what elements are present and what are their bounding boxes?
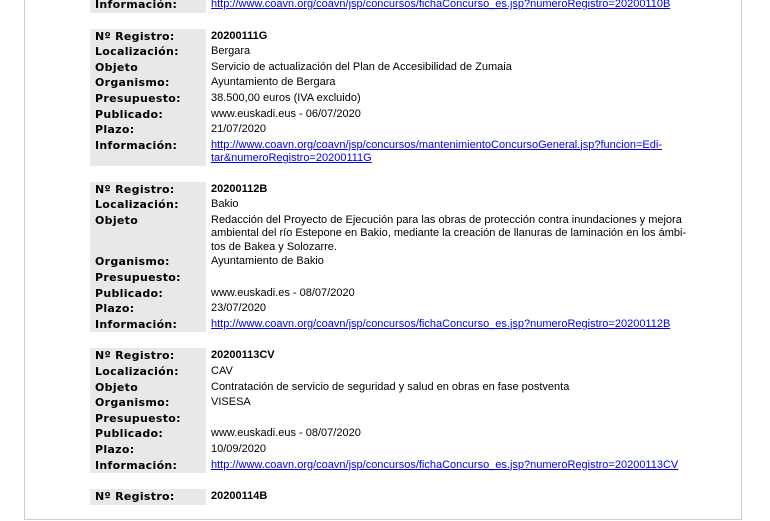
value-registro: 20200111G: [211, 29, 268, 42]
label-objeto: Objeto: [90, 380, 206, 396]
label-publicado: Publicado:: [90, 286, 206, 302]
field-registro: [90, 29, 690, 45]
label-informacion: Información:: [90, 0, 206, 13]
record-20200114B: [90, 489, 690, 505]
field-publicado: [90, 426, 690, 442]
value-objeto: [206, 213, 690, 255]
field-objeto: [90, 213, 690, 255]
field-presupuesto: [90, 270, 690, 286]
label-objeto: Objeto: [90, 60, 206, 76]
tender-listing: [90, 0, 690, 521]
label-localizacion: Localización:: [90, 364, 206, 380]
value-objeto: Servicio de actualización del Plan de Accesibilidad de Zumaia: [211, 60, 512, 73]
info-link[interactable]: http://www.coavn.org/coavn/jsp/concursos/fichaConcurso_es.jsp?numeroRegistro=20200113CV: [211, 458, 679, 471]
objeto-line1: Redacción del Proyecto de Ejecución para las obras de protección contra inundaciones y mejora: [211, 213, 682, 226]
field-plazo: [90, 122, 690, 138]
value-informacion: [206, 458, 690, 474]
label-localizacion: Localización:: [90, 197, 206, 213]
record-20200111G: [90, 29, 690, 166]
value-organismo: VISESA: [211, 396, 251, 409]
field-publicado: [90, 286, 690, 302]
value-publicado: www.euskadi.eus - 06/07/2020: [211, 107, 361, 120]
label-presupuesto: Presupuesto:: [90, 270, 206, 286]
field-presupuesto: [90, 91, 690, 107]
value-publicado: www.euskadi.eus - 08/07/2020: [211, 427, 361, 440]
value-informacion: [206, 0, 690, 13]
value-presupuesto: 38.500,00 euros (IVA excluido): [211, 91, 361, 104]
field-registro: [90, 489, 690, 505]
record-20200112B: [90, 182, 690, 333]
value-informacion: [206, 317, 690, 333]
field-objeto: [90, 380, 690, 396]
value-registro: 20200113CV: [211, 349, 275, 362]
field-plazo: [90, 301, 690, 317]
label-registro: Nº Registro:: [90, 348, 206, 364]
field-registro: [90, 182, 690, 198]
field-objeto: [90, 60, 690, 76]
label-organismo: Organismo:: [90, 75, 206, 91]
value-plazo: 10/09/2020: [211, 442, 267, 455]
value-localizacion: Bakio: [211, 198, 239, 211]
field-organismo: [90, 254, 690, 270]
value-objeto: Contratación de servicio de seguridad y salud en obras en fase postventa: [211, 380, 570, 393]
info-link[interactable]: [211, 139, 662, 165]
field-informacion: [90, 317, 690, 333]
label-plazo: Plazo:: [90, 122, 206, 138]
field-presupuesto: [90, 411, 690, 427]
info-link-line1: http://www.coavn.org/coavn/jsp/concursos/mantenimientoConcursoGeneral.jsp?funcion=Edi-: [211, 138, 662, 151]
field-informacion: [90, 458, 690, 474]
value-publicado: www.euskadi.es - 08/07/2020: [211, 286, 355, 299]
value-registro: 20200112B: [211, 182, 268, 195]
label-registro: Nº Registro:: [90, 29, 206, 45]
label-plazo: Plazo:: [90, 301, 206, 317]
objeto-line3: tos de Bakea y Solozarre.: [211, 240, 337, 253]
label-organismo: Organismo:: [90, 254, 206, 270]
label-informacion: Información:: [90, 138, 206, 166]
field-organismo: [90, 395, 690, 411]
field-plazo: [90, 442, 690, 458]
info-link[interactable]: http://www.coavn.org/coavn/jsp/concursos/fichaConcurso_es.jsp?numeroRegistro=20200110B: [211, 0, 671, 10]
record-20200110B: [90, 0, 690, 13]
value-localizacion: CAV: [211, 365, 233, 377]
value-organismo: Ayuntamiento de Bakio: [211, 255, 324, 268]
label-publicado: Publicado:: [90, 107, 206, 123]
value-presupuesto: [206, 411, 690, 427]
info-link-line2: tar&numeroRegistro=20200111G: [211, 152, 372, 165]
label-informacion: Información:: [90, 458, 206, 474]
info-link[interactable]: http://www.coavn.org/coavn/jsp/concursos/fichaConcurso_es.jsp?numeroRegistro=20200112B: [211, 317, 671, 330]
label-presupuesto: Presupuesto:: [90, 91, 206, 107]
field-organismo: [90, 75, 690, 91]
record-20200113CV: [90, 348, 690, 473]
field-informacion: [90, 0, 690, 13]
value-registro: 20200114B: [211, 490, 268, 503]
value-organismo: Ayuntamiento de Bergara: [211, 76, 336, 89]
objeto-line2: ambiental del río Estepone en Bakio, mediante la creación de llanuras de laminación en los ámbi-: [211, 227, 687, 240]
value-localizacion: Bergara: [211, 45, 251, 58]
label-publicado: Publicado:: [90, 426, 206, 442]
field-localizacion: [90, 44, 690, 60]
value-plazo: 23/07/2020: [211, 302, 267, 315]
label-localizacion: Localización:: [90, 44, 206, 60]
label-presupuesto: Presupuesto:: [90, 411, 206, 427]
field-informacion: [90, 138, 690, 166]
field-registro: [90, 348, 690, 364]
label-plazo: Plazo:: [90, 442, 206, 458]
label-registro: Nº Registro:: [90, 182, 206, 198]
value-informacion: [206, 138, 690, 166]
value-presupuesto: [206, 270, 690, 286]
label-objeto: Objeto: [90, 213, 206, 255]
label-organismo: Organismo:: [90, 395, 206, 411]
field-localizacion: [90, 197, 690, 213]
label-registro: Nº Registro:: [90, 489, 206, 505]
value-plazo: 21/07/2020: [211, 123, 267, 136]
field-localizacion: [90, 364, 690, 380]
field-publicado: [90, 107, 690, 123]
label-informacion: Información:: [90, 317, 206, 333]
